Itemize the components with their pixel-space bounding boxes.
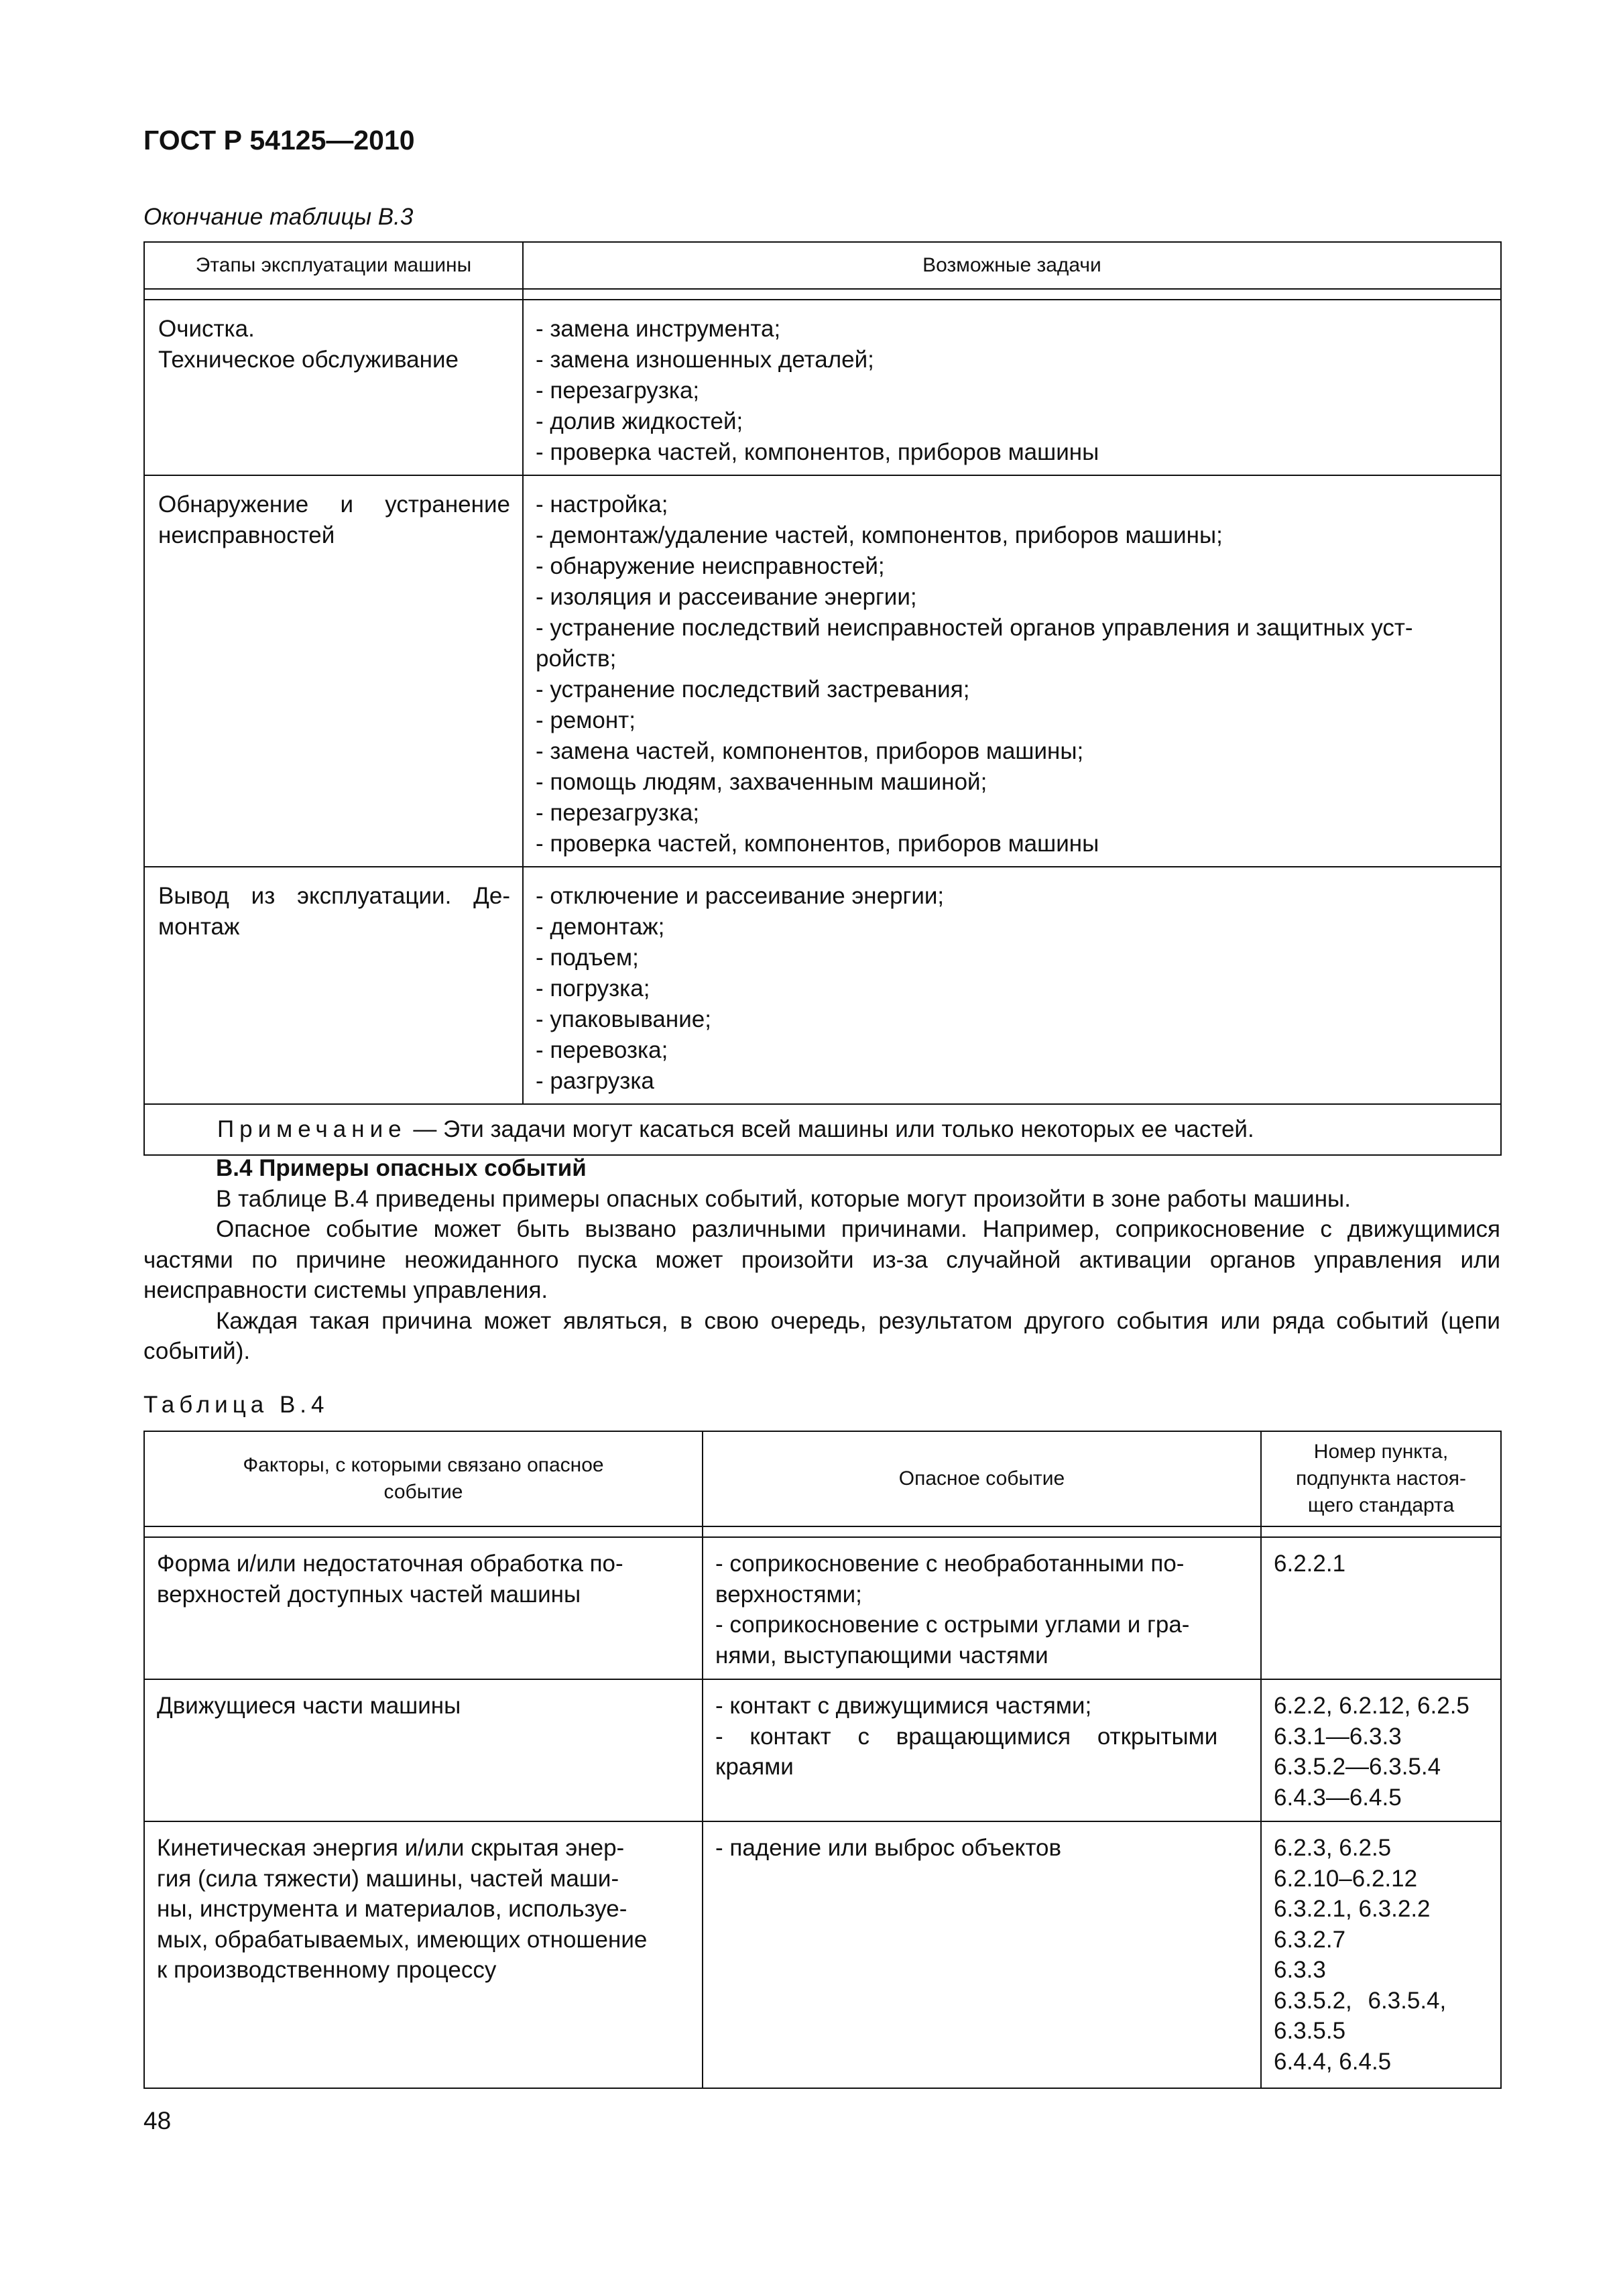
column-header-stage: Этапы эксплуатации машины [144, 242, 523, 289]
task-item: - замена инструмента; [536, 316, 781, 342]
cell-line: 6.3.2.1, 6.3.2.2 [1274, 1896, 1431, 1922]
stage-cell [144, 867, 523, 1104]
cell-line: 6.2.10–6.2.12 [1274, 1865, 1418, 1892]
cell-line: краями [715, 1754, 794, 1780]
tasks-cell [523, 475, 1501, 867]
stage-line: Техническое обслуживание [158, 347, 459, 373]
header-spacer-row [144, 1526, 1501, 1537]
clause-cell [1261, 1537, 1501, 1679]
task-item: - упаковывание; [536, 1006, 711, 1032]
table-row [144, 867, 1501, 1104]
table-header-row [144, 1431, 1501, 1526]
task-item: - обнаружение неисправностей; [536, 553, 885, 579]
clause-cell [1261, 1821, 1501, 2088]
table-row [144, 1821, 1501, 2088]
cell-line: - контакт с вращающимися открытыми [715, 1723, 1218, 1750]
tasks-cell [523, 300, 1501, 475]
stage-line: неисправностей [158, 522, 335, 548]
stage-line: Вывод из эксплуатации. Де- [158, 883, 510, 909]
cell-line: 6.4.4, 6.4.5 [1274, 2048, 1392, 2075]
cell-line: 6.2.3, 6.2.5 [1274, 1835, 1392, 1861]
task-item: - демонтаж; [536, 914, 665, 940]
table-row [144, 1537, 1501, 1679]
cell-line: 6.2.2.1 [1274, 1551, 1346, 1577]
cell-line: - контакт с движущимися частями; [715, 1693, 1092, 1719]
header-line: щего стандарта [1307, 1494, 1455, 1516]
cell-line: Движущиеся части машины [157, 1693, 461, 1719]
page-number: 48 [143, 2107, 172, 2134]
cell-line: 6.2.2, 6.2.12, 6.2.5 [1274, 1693, 1469, 1719]
column-header-factors [144, 1431, 703, 1526]
section-heading: В.4 Примеры опасных событий [216, 1155, 587, 1181]
task-item: - разгрузка [536, 1068, 654, 1094]
cell-line: мых, обрабатываемых, имеющих отношение [157, 1926, 648, 1953]
event-cell [703, 1679, 1261, 1821]
note-text: — Эти задачи могут касаться всей машины или только некоторых ее частей. [413, 1116, 1254, 1142]
stage-line: монтаж [158, 914, 240, 940]
stage-line: Очистка. [158, 316, 255, 342]
table-row [144, 1679, 1501, 1821]
paragraph: Каждая такая причина может являться, в свою очередь, результатом другого события или ряда событий (цепи событий). [143, 1307, 1500, 1364]
task-item: - отключение и рассеивание энергии; [536, 883, 945, 909]
cell-line: 6.4.3—6.4.5 [1274, 1784, 1402, 1811]
stage-cell [144, 300, 523, 475]
task-item: - замена изношенных деталей; [536, 347, 874, 373]
cell-line: верхностей доступных частей машины [157, 1581, 581, 1608]
cell-line: 6.3.1—6.3.3 [1274, 1723, 1402, 1750]
header-spacer-row [144, 289, 1501, 300]
task-item: - проверка частей, компонентов, приборов машины [536, 831, 1099, 857]
header-line: подпункта настоя- [1295, 1467, 1467, 1490]
table-b3 [143, 241, 1502, 1156]
stage-cell [144, 475, 523, 867]
section-b4 [143, 1153, 1500, 1367]
task-item: - долив жидкостей; [536, 408, 743, 434]
factors-cell [144, 1821, 703, 2088]
table-row [144, 300, 1501, 475]
task-item: - погрузка; [536, 975, 650, 1002]
header-line: Факторы, с которыми связано опасное [243, 1454, 604, 1476]
cell-line: - падение или выброс объектов [715, 1835, 1062, 1861]
task-item: - подъем; [536, 945, 639, 971]
cell-line: гия (сила тяжести) машины, частей маши- [157, 1865, 619, 1892]
table-note [144, 1104, 1501, 1155]
stage-line: Обнаружение и устранение [158, 491, 510, 518]
task-item: - настройка; [536, 491, 668, 518]
factors-cell [144, 1679, 703, 1821]
note-prefix: Примечание [217, 1116, 407, 1142]
task-item: - ремонт; [536, 707, 636, 733]
column-header-event: Опасное событие [703, 1431, 1261, 1526]
cell-line: - соприкосновение с необработанными по- [715, 1551, 1185, 1577]
header-line: событие [383, 1481, 463, 1503]
cell-line: - соприкосновение с острыми углами и гра- [715, 1612, 1190, 1638]
cell-line: нями, выступающими частями [715, 1642, 1048, 1669]
cell-line: к производственному процессу [157, 1957, 497, 1983]
task-item: - демонтаж/удаление частей, компонентов, приборов машины; [536, 522, 1223, 548]
table-row [144, 475, 1501, 867]
column-header-tasks: Возможные задачи [523, 242, 1501, 289]
tasks-cell [523, 867, 1501, 1104]
task-item: - устранение последствий застревания; [536, 676, 970, 703]
document-code: ГОСТ Р 54125—2010 [143, 125, 415, 156]
cell-line: 6.3.3 [1274, 1957, 1326, 1983]
task-item: - устранение последствий неисправностей органов управления и защитных уст- [536, 615, 1413, 641]
factors-cell [144, 1537, 703, 1679]
header-line: Номер пункта, [1313, 1441, 1449, 1463]
paragraph: В таблице В.4 приведены примеры опасных событий, которые могут произойти в зоне работы машины. [216, 1185, 1351, 1212]
cell-line: 6.3.2.7 [1274, 1926, 1346, 1953]
cell-line: Форма и/или недостаточная обработка по- [157, 1551, 623, 1577]
cell-line: Кинетическая энергия и/или скрытая энер- [157, 1835, 625, 1861]
table-b4 [143, 1431, 1502, 2089]
cell-line: 6.3.5.2, 6.3.5.4, [1274, 1987, 1447, 2014]
table-b3-caption: Окончание таблицы В.3 [143, 204, 414, 230]
task-item: - перезагрузка; [536, 800, 700, 826]
column-header-clause [1261, 1431, 1501, 1526]
cell-line: ны, инструмента и материалов, используе- [157, 1896, 627, 1922]
event-cell [703, 1537, 1261, 1679]
task-item: - перезагрузка; [536, 377, 700, 404]
table-header-row [144, 242, 1501, 289]
clause-cell [1261, 1679, 1501, 1821]
task-item: - перевозка; [536, 1037, 668, 1063]
cell-line: 6.3.5.2—6.3.5.4 [1274, 1754, 1441, 1780]
paragraph: Опасное событие может быть вызвано различными причинами. Например, соприкосновение с движущимися частями по причине неожиданного пуска может произойти из-за случайной активации органов управления или неисправности системы управления. [143, 1216, 1500, 1303]
event-cell [703, 1821, 1261, 2088]
table-note-row [144, 1104, 1501, 1155]
table-b4-caption: Таблица В.4 [143, 1392, 329, 1418]
cell-line: 6.3.5.5 [1274, 2018, 1346, 2044]
task-item: - помощь людям, захваченным машиной; [536, 769, 987, 795]
task-item: - замена частей, компонентов, приборов машины; [536, 738, 1084, 764]
task-item: - проверка частей, компонентов, приборов машины [536, 439, 1099, 465]
cell-line: верхностями; [715, 1581, 862, 1608]
task-item: ройств; [536, 646, 617, 672]
task-item: - изоляция и рассеивание энергии; [536, 584, 917, 610]
